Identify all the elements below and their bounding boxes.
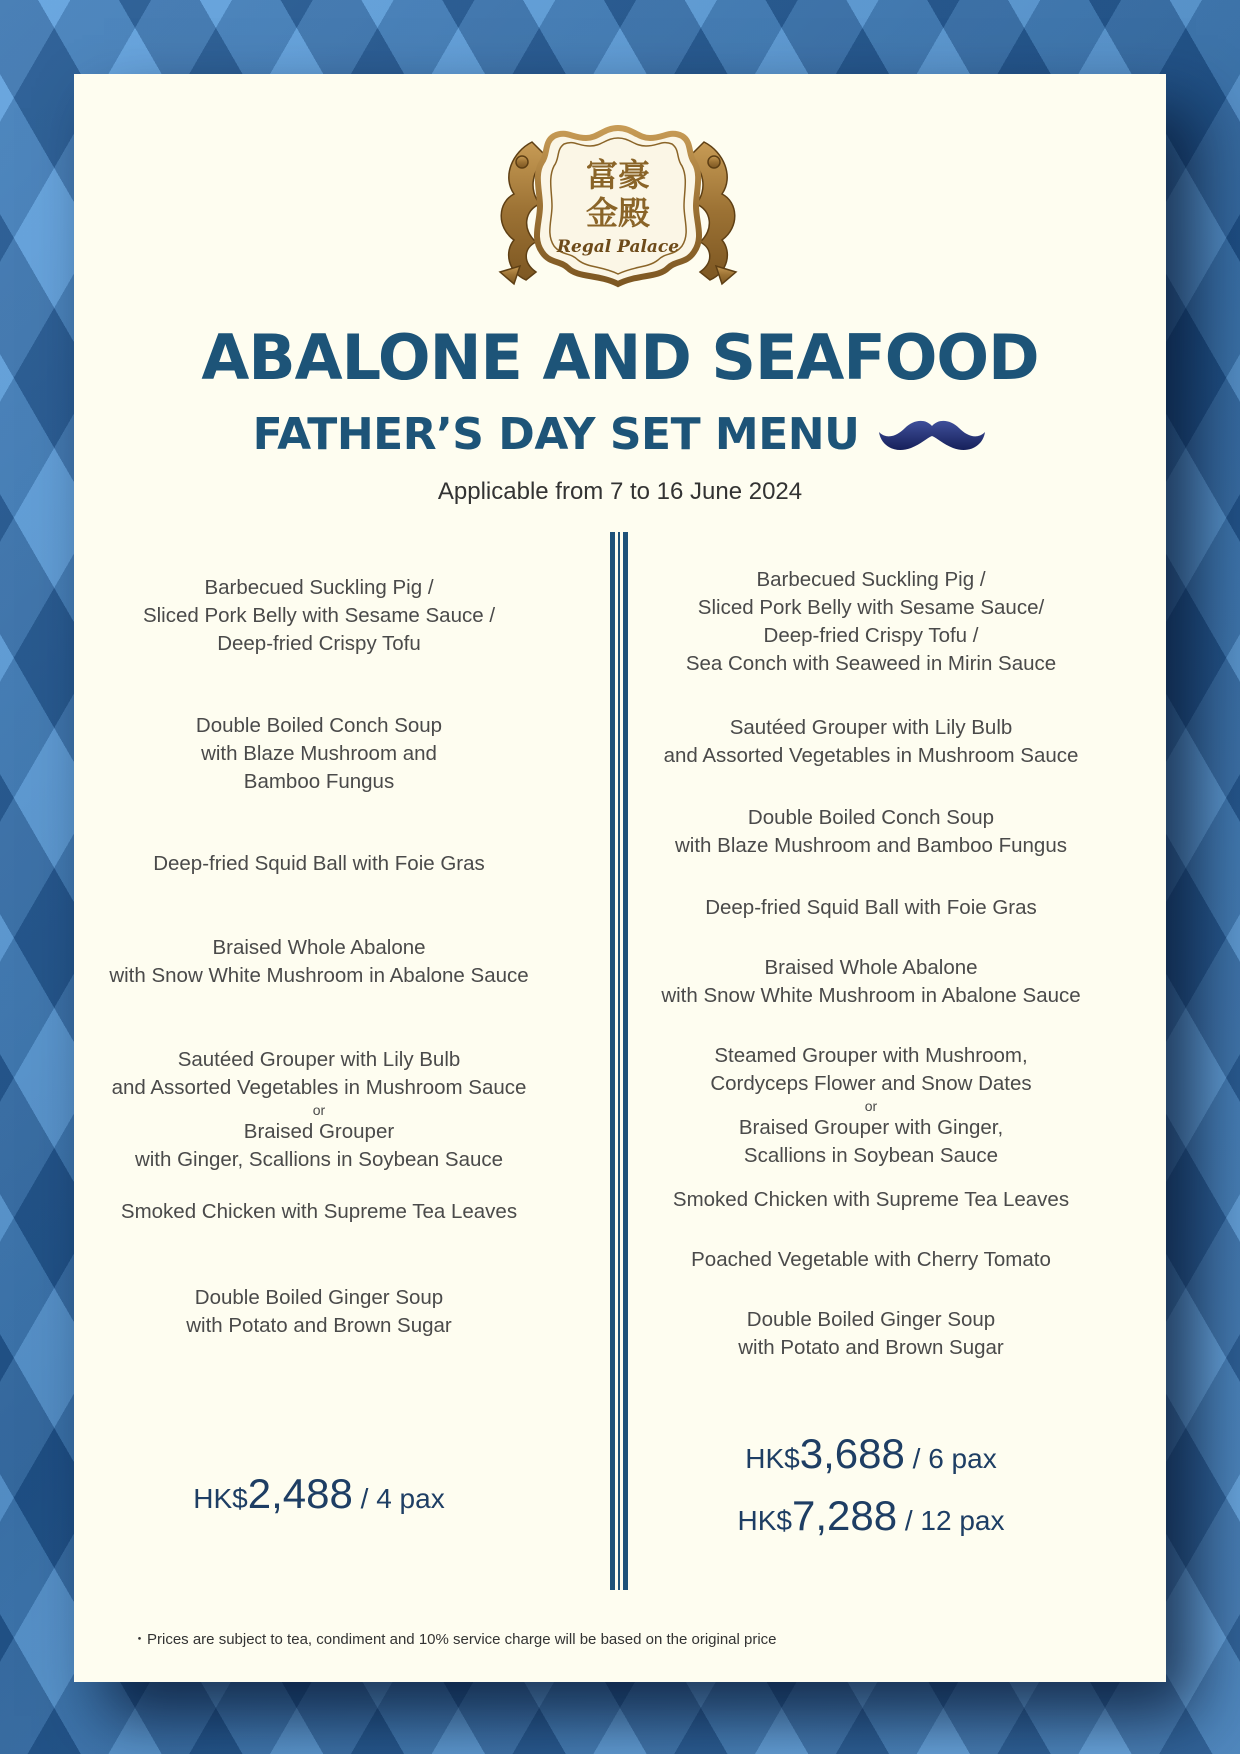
menu-item: Deep-fried Squid Ball with Foie Gras — [705, 896, 1037, 919]
menu-item: Double Boiled Conch Soup with Blaze Mushroom and Bamboo Fungus — [195, 714, 443, 793]
menu-item: Double Boiled Ginger Soup with Potato and Brown Sugar — [186, 1286, 452, 1337]
logo-english-name: Regal Palace — [556, 237, 680, 257]
menu-subtitle-row — [74, 409, 1166, 460]
menu-item: Sautéed Grouper with Lily Bulb and Assorted Vegetables in Mushroom Sauce or Braised Grouper with Ginger, Scallions in Soybean Sauce — [104, 1046, 534, 1174]
menu-item: Barbecued Suckling Pig / Sliced Pork Belly with Sesame Sauce/ Deep-fried Crispy Tofu / Sea Conch with Seaweed in Mirin Sauce — [685, 568, 1057, 675]
menu-item: Barbecued Suckling Pig / Sliced Pork Belly with Sesame Sauce / Deep-fried Crispy Tofu — [142, 576, 496, 655]
menu-item: Deep-fried Squid Ball with Foie Gras — [153, 852, 485, 875]
menu-item: Braised Whole Abalone with Snow White Mushroom in Abalone Sauce — [109, 936, 529, 987]
menu-item: Smoked Chicken with Supreme Tea Leaves — [672, 1188, 1070, 1211]
logo-chinese-bottom: 金殿 — [585, 194, 651, 232]
menu-item: Smoked Chicken with Supreme Tea Leaves — [120, 1200, 518, 1223]
menu-subtitle: FATHER’S DAY SET MENU — [252, 409, 860, 460]
menu-title: ABALONE AND SEAFOOD — [201, 321, 1039, 394]
price-6-pax: HK$3,688 / 6 pax — [745, 1430, 997, 1477]
menu-card — [74, 74, 1166, 1682]
or-label: or — [864, 1098, 878, 1114]
menu-item: Steamed Grouper with Mushroom, Cordyceps Flower and Snow Dates or Braised Grouper with Ginger, Scallions in Soybean Sauce — [646, 1042, 1096, 1170]
menu-item: Double Boiled Ginger Soup with Potato and Brown Sugar — [738, 1308, 1004, 1359]
or-label: or — [312, 1102, 326, 1118]
logo-chinese-top: 富豪 — [585, 156, 651, 194]
menu-item: Sautéed Grouper with Lily Bulb and Assorted Vegetables in Mushroom Sauce — [663, 716, 1079, 767]
regal-palace-logo — [492, 122, 744, 292]
price-4-pax: HK$2,488 / 4 pax — [193, 1470, 445, 1517]
price-12-pax: HK$7,288 / 12 pax — [737, 1492, 1005, 1539]
menu-item: Braised Whole Abalone with Snow White Mushroom in Abalone Sauce — [661, 956, 1081, 1007]
menu-item: Double Boiled Conch Soup with Blaze Mushroom and Bamboo Fungus — [675, 806, 1067, 857]
price-footnote: ・Prices are subject to tea, condiment and 10% service charge will be based on the original price — [132, 1631, 777, 1648]
applicable-dates: Applicable from 7 to 16 June 2024 — [437, 478, 803, 505]
column-divider — [610, 532, 628, 1590]
mustache-icon — [877, 414, 987, 456]
menu-item: Poached Vegetable with Cherry Tomato — [691, 1248, 1051, 1271]
